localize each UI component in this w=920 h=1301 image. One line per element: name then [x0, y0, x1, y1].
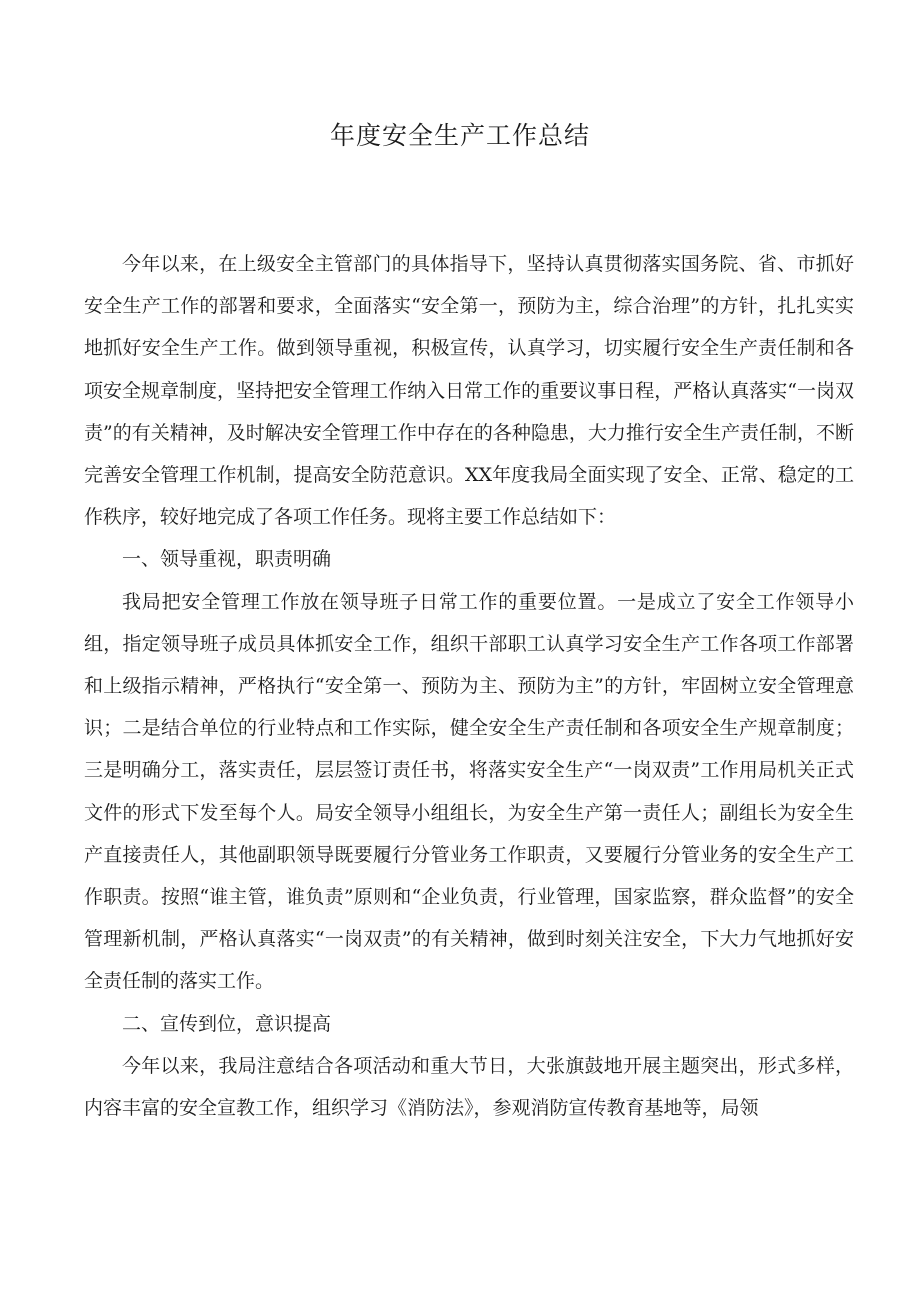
section-2-paragraph: 今年以来，我局注意结合各项活动和重大节日，大张旗鼓地开展主题突出，形式多样，内容丰富的安全宣教工作，组织学习《消防法》，参观消防宣传教育基地等，局领 — [84, 1054, 854, 1120]
document-body — [84, 243, 854, 1129]
intro-paragraph: 今年以来，在上级安全主管部门的具体指导下，坚持认真贯彻落实国务院、省、市抓好安全生产工作的部署和要求，全面落实“安全第一，预防为主，综合治理”的方针，扎扎实实地抓好安全生产工作。做到领导重视，积极宣传，认真学习，切实履行安全生产责任制和各项安全规章制度，坚持把安全管理工作纳入日常工作的重要议事日程，严格认真落实“一岗双责”的有关精神，及时解决安全管理工作中存在的各种隐患，大力推行安全生产责任制，不断完善安全管理工作机制，提高安全防范意识。XX年度我局全面实现了安全、正常、稳定的工作秩序，较好地完成了各项工作任务。现将主要工作总结如下： — [84, 253, 854, 529]
section-heading-1: 一、领导重视，职责明确 — [122, 548, 332, 571]
section-1-paragraph: 我局把安全管理工作放在领导班子日常工作的重要位置。一是成立了安全工作领导小组，指定领导班子成员具体抓安全工作，组织干部职工认真学习安全生产工作各项工作部署和上级指示精神，严格执行“安全第一、预防为主、预防为主”的方针，牢固树立安全管理意识；二是结合单位的行业特点和工作实际，健全安全生产责任制和各项安全生产规章制度；三是明确分工，落实责任，层层签订责任书，将落实安全生产“一岗双责”工作用局机关正式文件的形式下发至每个人。局安全领导小组组长，为安全生产第一责任人；副组长为安全生产直接责任人，其他副职领导既要履行分管业务工作职责，又要履行分管业务的安全生产工作职责。按照“谁主管，谁负责”原则和“企业负责，行业管理，国家监察，群众监督”的安全管理新机制，严格认真落实“一岗双责”的有关精神，做到时刻关注安全，下大力气地抓好安全责任制的落实工作。 — [84, 590, 854, 993]
document-title: 年度安全生产工作总结 — [329, 121, 590, 150]
section-heading-2: 二、宣传到位，意识提高 — [122, 1012, 332, 1035]
